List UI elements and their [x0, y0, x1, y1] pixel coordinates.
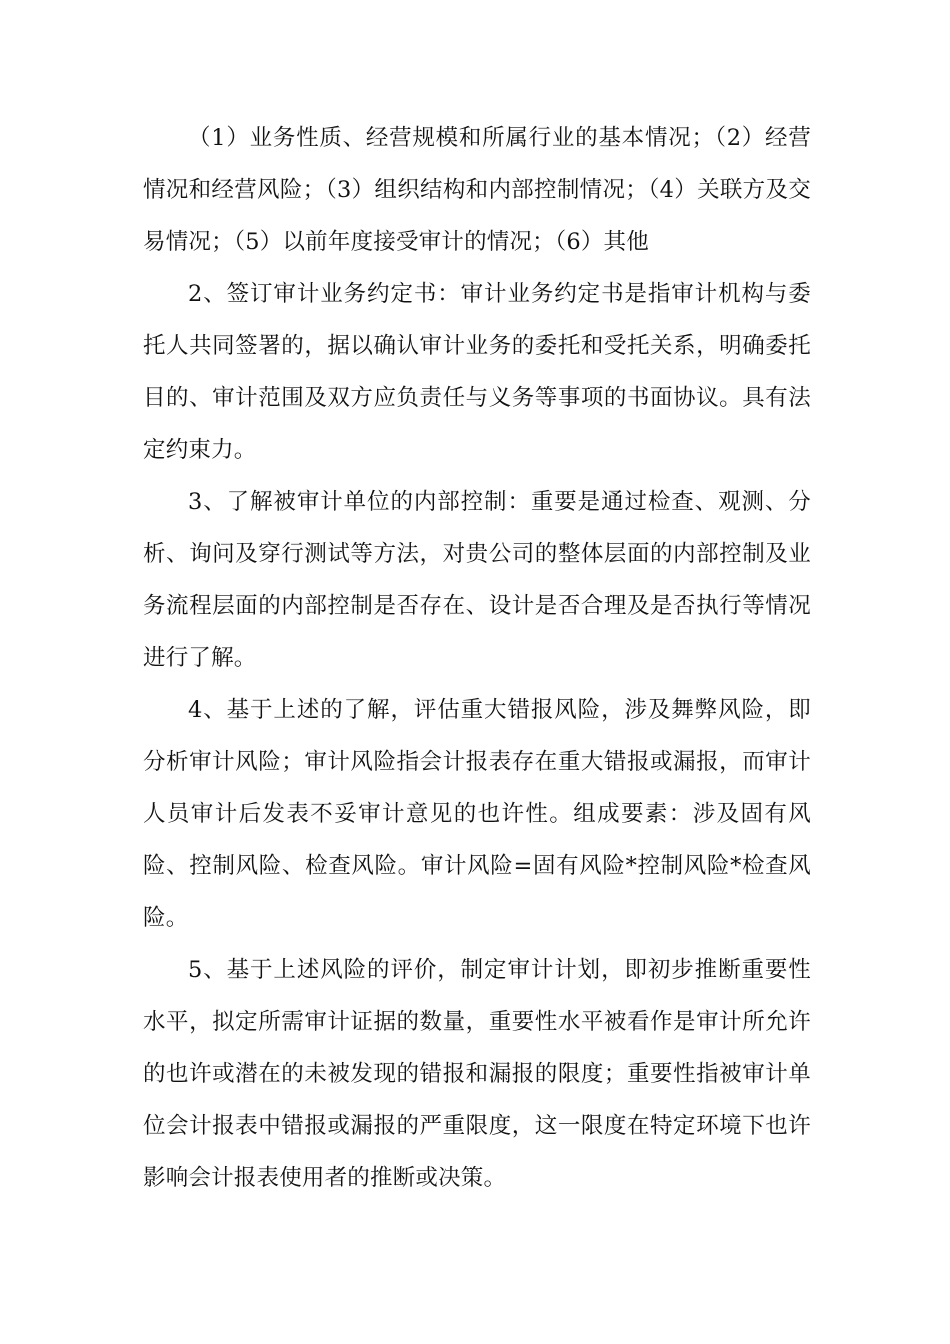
- paragraph-5: 5、基于上述风险的评价，制定审计计划，即初步推断重要性水平，拟定所需审计证据的数量，重要性水平被看作是审计所允许的也许或潜在的未被发现的错报和漏报的限度；重要性指被审计单位会计报表中错报或漏报的严重限度，这一限度在特定环境下也许影响会计报表使用者的推断或决策。: [143, 957, 811, 1191]
- paragraph-1: （1）业务性质、经营规模和所属行业的基本情况；（2）经营情况和经营风险；（3）组织结构和内部控制情况；（4）关联方及交易情况；（5）以前年度接受审计的情况；（6）其他: [143, 125, 811, 255]
- paragraph-4: 4、基于上述的了解，评估重大错报风险，涉及舞弊风险，即分析审计风险；审计风险指会计报表存在重大错报或漏报，而审计人员审计后发表不妥审计意见的也许性。组成要素：涉及固有风险、控制风险、检查风险。审计风险=固有风险*控制风险*检查风险。: [143, 697, 811, 931]
- paragraph-2: 2、签订审计业务约定书：审计业务约定书是指审计机构与委托人共同签署的，据以确认审计业务的委托和受托关系，明确委托目的、审计范围及双方应负责任与义务等事项的书面协议。具有法定约束力。: [143, 281, 811, 463]
- document-body: [143, 112, 811, 1204]
- paragraph-3: 3、了解被审计单位的内部控制：重要是通过检查、观测、分析、询问及穿行测试等方法，对贵公司的整体层面的内部控制及业务流程层面的内部控制是否存在、设计是否合理及是否执行等情况进行了解。: [143, 489, 811, 671]
